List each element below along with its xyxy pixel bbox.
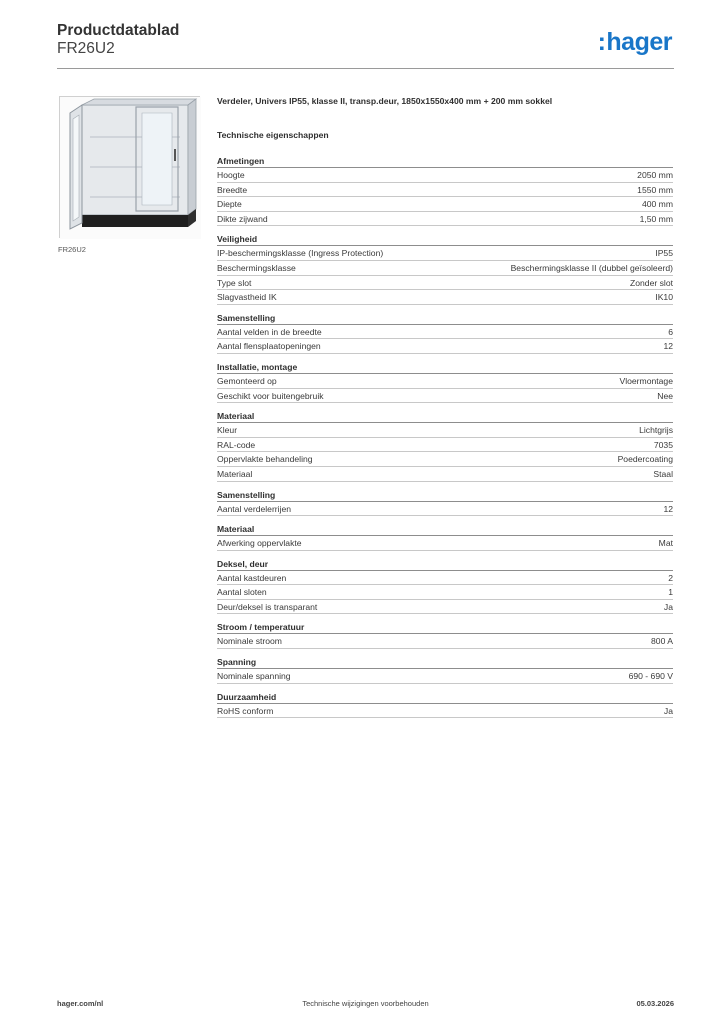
spec-row <box>217 502 673 517</box>
spec-value: 1,50 mm <box>639 213 673 224</box>
cabinet-illustration <box>60 97 201 239</box>
spec-row <box>217 290 673 305</box>
spec-group <box>217 232 673 304</box>
spec-label: Nominale spanning <box>217 671 291 682</box>
spec-row <box>217 634 673 649</box>
spec-label: Gemonteerd op <box>217 375 277 386</box>
spec-group <box>217 488 673 517</box>
spec-label: Diepte <box>217 199 242 210</box>
spec-label: Materiaal <box>217 468 253 479</box>
spec-value: Staal <box>653 468 673 479</box>
spec-value: 800 A <box>651 636 673 647</box>
spec-group <box>217 409 673 481</box>
spec-value: 2 <box>668 572 673 583</box>
spec-row <box>217 438 673 453</box>
spec-row <box>217 389 673 404</box>
spec-value: Lichtgrijs <box>639 425 673 436</box>
spec-row <box>217 669 673 684</box>
hager-logo: :hager <box>597 28 672 56</box>
spec-label: Dikte zijwand <box>217 213 268 224</box>
footer-url[interactable]: hager.com/nl <box>57 999 104 1008</box>
spec-value: Beschermingsklasse II (dubbel geïsoleerd) <box>510 262 673 273</box>
group-title: Duurzaamheid <box>217 690 673 704</box>
spec-row <box>217 325 673 340</box>
spec-value: 12 <box>663 503 673 514</box>
spec-content <box>217 96 673 718</box>
spec-label: Oppervlakte behandeling <box>217 454 313 465</box>
spec-row <box>217 704 673 719</box>
section-title: Technische eigenschappen <box>217 130 329 140</box>
group-title: Materiaal <box>217 409 673 423</box>
spec-value: 12 <box>663 341 673 352</box>
footer-date: 05.03.2026 <box>636 999 674 1008</box>
spec-row <box>217 276 673 291</box>
page-header <box>57 22 674 70</box>
spec-value: Mat <box>658 538 673 549</box>
group-title: Materiaal <box>217 522 673 536</box>
spec-value: 1550 mm <box>637 184 673 195</box>
spec-value: Zonder slot <box>630 277 673 288</box>
spec-groups <box>217 154 673 718</box>
spec-value: 2050 mm <box>637 170 673 180</box>
spec-row <box>217 467 673 482</box>
spec-label: Nominale stroom <box>217 636 282 647</box>
spec-row <box>217 246 673 261</box>
spec-value: 400 mm <box>641 199 673 210</box>
spec-label: Aantal flensplaatopeningen <box>217 341 321 352</box>
group-title: Installatie, montage <box>217 360 673 374</box>
spec-label: Afwerking oppervlakte <box>217 538 302 549</box>
spec-row <box>217 536 673 551</box>
spec-group <box>217 522 673 551</box>
spec-value: 1 <box>668 587 673 598</box>
spec-label: RoHS conform <box>217 705 274 716</box>
group-title: Samenstelling <box>217 488 673 502</box>
group-title: Veiligheid <box>217 232 673 246</box>
spec-label: Slagvastheid IK <box>217 292 277 303</box>
spec-label: Breedte <box>217 184 248 195</box>
group-title: Spanning <box>217 655 673 669</box>
spec-group <box>217 311 673 354</box>
doc-title: Productdatablad <box>57 22 180 39</box>
group-title: Deksel, deur <box>217 557 673 571</box>
spec-value: Poedercoating <box>617 454 673 465</box>
product-code: FR26U2 <box>57 40 115 57</box>
image-caption: FR26U2 <box>58 245 86 254</box>
cabinet-image <box>59 96 200 238</box>
product-description: Verdeler, Univers IP55, klasse II, transp.deur, 1850x1550x400 mm + 200 mm sokkel <box>217 96 553 106</box>
spec-label: Type slot <box>217 277 252 288</box>
spec-row <box>217 197 673 212</box>
spec-group <box>217 620 673 649</box>
spec-label: Geschikt voor buitengebruik <box>217 390 324 401</box>
footer-note: Technische wijzigingen voorbehouden <box>302 999 429 1008</box>
spec-value: 690 - 690 V <box>628 671 673 682</box>
spec-label: IP-beschermingsklasse (Ingress Protection) <box>217 248 384 259</box>
spec-label: RAL-code <box>217 439 256 450</box>
spec-value: 6 <box>668 326 673 337</box>
spec-label: Beschermingsklasse <box>217 262 296 273</box>
spec-row <box>217 183 673 198</box>
spec-row <box>217 374 673 389</box>
group-title: Stroom / temperatuur <box>217 620 673 634</box>
spec-label: Aantal sloten <box>217 587 267 598</box>
spec-label: Aantal velden in de breedte <box>217 326 322 337</box>
spec-value: Vloermontage <box>619 375 673 386</box>
spec-row <box>217 585 673 600</box>
spec-value: IK10 <box>655 292 673 303</box>
spec-label: Aantal verdelerrijen <box>217 503 292 514</box>
spec-value: 7035 <box>653 439 673 450</box>
spec-label: Aantal kastdeuren <box>217 572 287 583</box>
spec-row <box>217 571 673 586</box>
spec-group <box>217 655 673 684</box>
spec-row <box>217 600 673 615</box>
spec-value: Ja <box>663 705 673 716</box>
spec-row <box>217 423 673 438</box>
spec-row <box>217 261 673 276</box>
group-title: Afmetingen <box>217 154 673 168</box>
spec-value: Nee <box>657 390 673 401</box>
spec-group <box>217 360 673 403</box>
spec-label: Deur/deksel is transparant <box>217 601 318 612</box>
logo-text: hager <box>606 28 672 56</box>
group-title: Samenstelling <box>217 311 673 325</box>
spec-value: Ja <box>663 601 673 612</box>
header-divider <box>57 68 674 69</box>
spec-row <box>217 452 673 467</box>
spec-row <box>217 168 673 183</box>
spec-row <box>217 339 673 354</box>
spec-group <box>217 690 673 719</box>
spec-value: IP55 <box>655 248 673 259</box>
spec-label: Hoogte <box>217 170 245 180</box>
spec-group <box>217 557 673 615</box>
spec-label: Kleur <box>217 425 238 436</box>
spec-row <box>217 212 673 227</box>
spec-group <box>217 154 673 226</box>
